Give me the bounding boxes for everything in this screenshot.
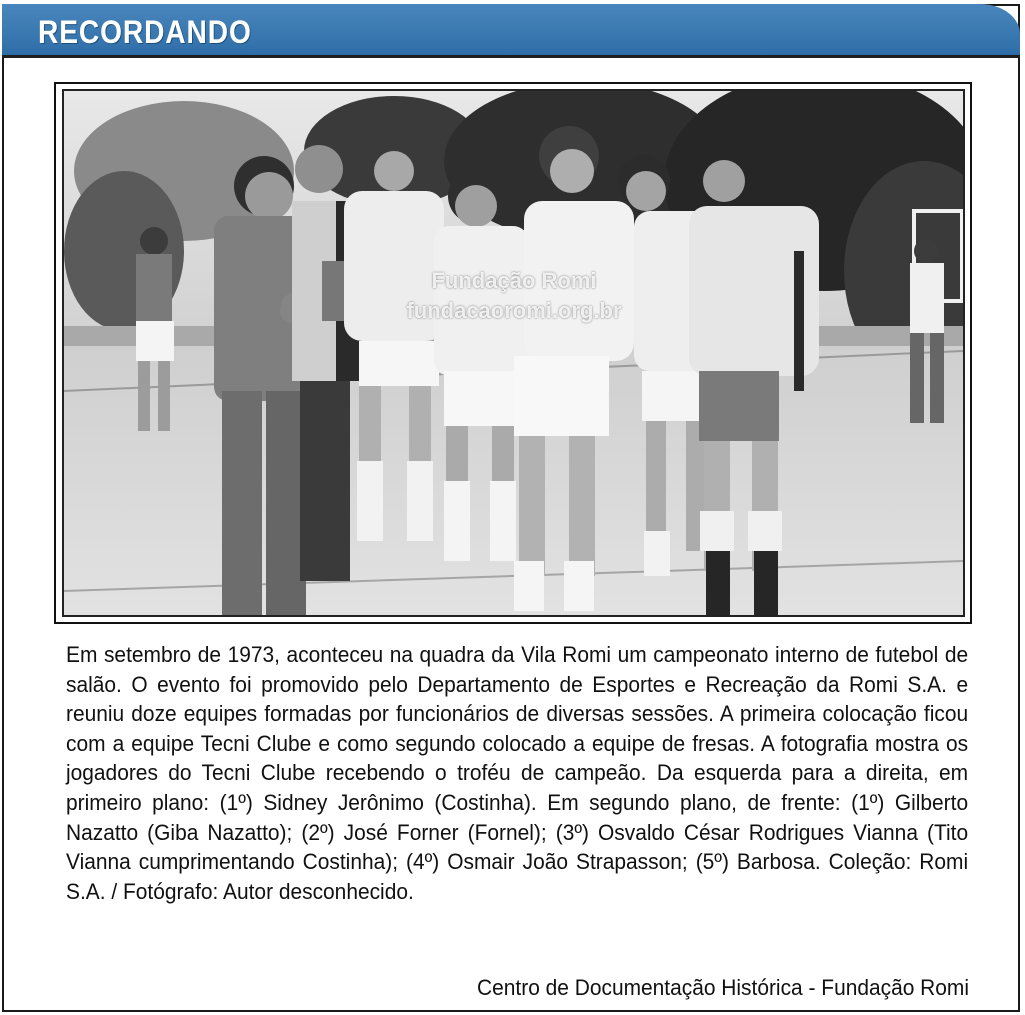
historical-photo bbox=[62, 89, 965, 617]
section-header bbox=[2, 4, 1020, 58]
photo-caption: Em setembro de 1973, aconteceu na quadra da Vila Romi um campeonato interno de futebol de salão. O evento foi promovido pelo Departamento de Esportes e Recreação da Romi S.A. e reuniu doze equipes formadas por funcionários de diversas sessões. A primeira colocação ficou com a equipe Tecni Clube e como segundo colocado a equipe de fresas. A fotografia mostra os jogadores do Tecni Clube recebendo o troféu de campeão. Da esquerda para a direita, em primeiro plano: (1º) Sidney Jerônimo (Costinha). Em segundo plano, de frente: (1º) Gilberto Nazatto (Giba Nazatto); (2º) José Forner (Fornel); (3º) Osvaldo César Rodrigues Vianna (Tito Vianna cumprimentando Costinha); (4º) Osmair João Strapasson; (5º) Barbosa. Coleção: Romi S.A. / Fotógrafo: Autor desconhecido. bbox=[66, 642, 969, 904]
watermark-line-2: fundacaoromi.org.br bbox=[406, 298, 622, 323]
section-title: RECORDANDO bbox=[38, 14, 252, 50]
source-credit: Centro de Documentação Histórica - Fundação Romi bbox=[477, 975, 969, 1000]
photo-watermark bbox=[364, 266, 664, 326]
watermark-line-1: Fundação Romi bbox=[431, 268, 597, 293]
photo-illustration bbox=[64, 91, 963, 615]
